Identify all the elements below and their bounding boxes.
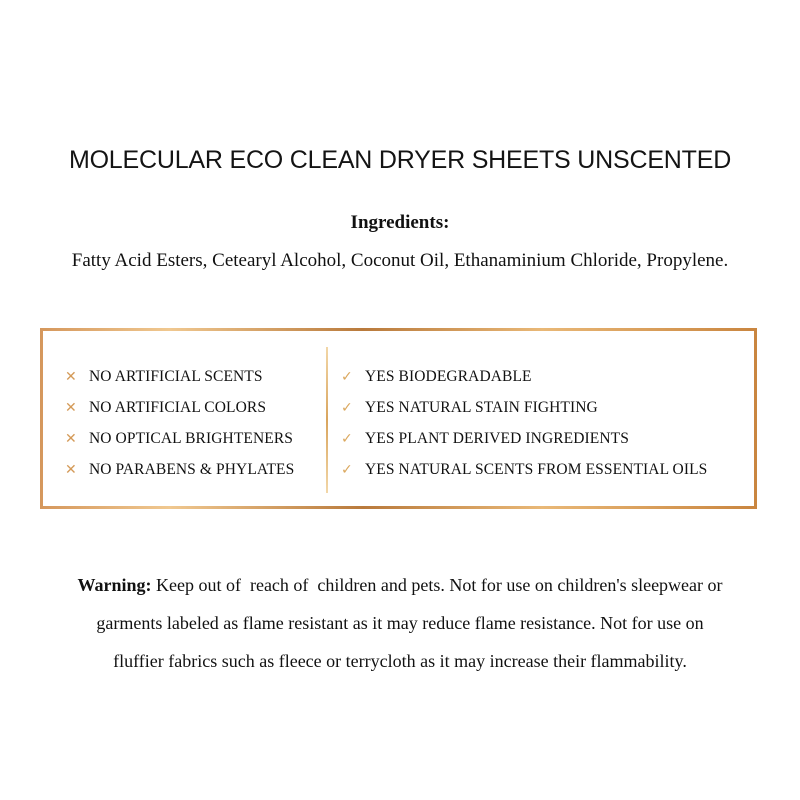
feature-label: YES BIODEGRADABLE xyxy=(365,367,532,385)
feature-label: NO OPTICAL BRIGHTENERS xyxy=(89,429,293,447)
features-box xyxy=(40,328,757,509)
feature-label: YES NATURAL SCENTS FROM ESSENTIAL OILS xyxy=(365,460,708,478)
feature-item-yes xyxy=(341,423,707,454)
check-icon: ✓ xyxy=(341,399,353,416)
x-icon: ✕ xyxy=(65,368,77,385)
no-features-column xyxy=(65,361,294,485)
feature-item-yes xyxy=(341,361,707,392)
feature-label: NO ARTIFICIAL SCENTS xyxy=(89,367,263,385)
feature-item-no xyxy=(65,454,294,485)
feature-item-no xyxy=(65,392,294,423)
warning-line-1 xyxy=(0,566,800,604)
check-icon: ✓ xyxy=(341,430,353,447)
feature-label: NO ARTIFICIAL COLORS xyxy=(89,398,267,416)
x-icon: ✕ xyxy=(65,399,77,416)
warning-line-1-text: Keep out of reach of children and pets. Not for use on children's sleepwear or xyxy=(155,575,723,595)
feature-label: YES PLANT DERIVED INGREDIENTS xyxy=(365,429,629,447)
warning-label: Warning: xyxy=(77,575,152,595)
feature-label: NO PARABENS & PHYLATES xyxy=(89,460,295,478)
x-icon: ✕ xyxy=(65,461,77,478)
feature-item-no xyxy=(65,361,294,392)
feature-label: YES NATURAL STAIN FIGHTING xyxy=(365,398,598,416)
feature-item-yes xyxy=(341,454,707,485)
check-icon: ✓ xyxy=(341,461,353,478)
ingredients-heading: Ingredients: xyxy=(350,212,450,233)
ingredients-list: Fatty Acid Esters, Cetearyl Alcohol, Coconut Oil, Ethanaminium Chloride, Propylene. xyxy=(71,250,729,271)
check-icon: ✓ xyxy=(341,368,353,385)
column-divider xyxy=(326,347,328,493)
feature-item-yes xyxy=(341,392,707,423)
feature-item-no xyxy=(65,423,294,454)
warning-line-3: fluffier fabrics such as fleece or terrycloth as it may increase their flammability. xyxy=(113,651,687,671)
warning-text xyxy=(0,566,800,680)
x-icon: ✕ xyxy=(65,430,77,447)
product-title: MOLECULAR ECO CLEAN DRYER SHEETS UNSCENTED xyxy=(68,146,732,174)
yes-features-column xyxy=(341,361,707,485)
warning-line-2: garments labeled as flame resistant as it may reduce flame resistance. Not for use on xyxy=(96,613,704,633)
